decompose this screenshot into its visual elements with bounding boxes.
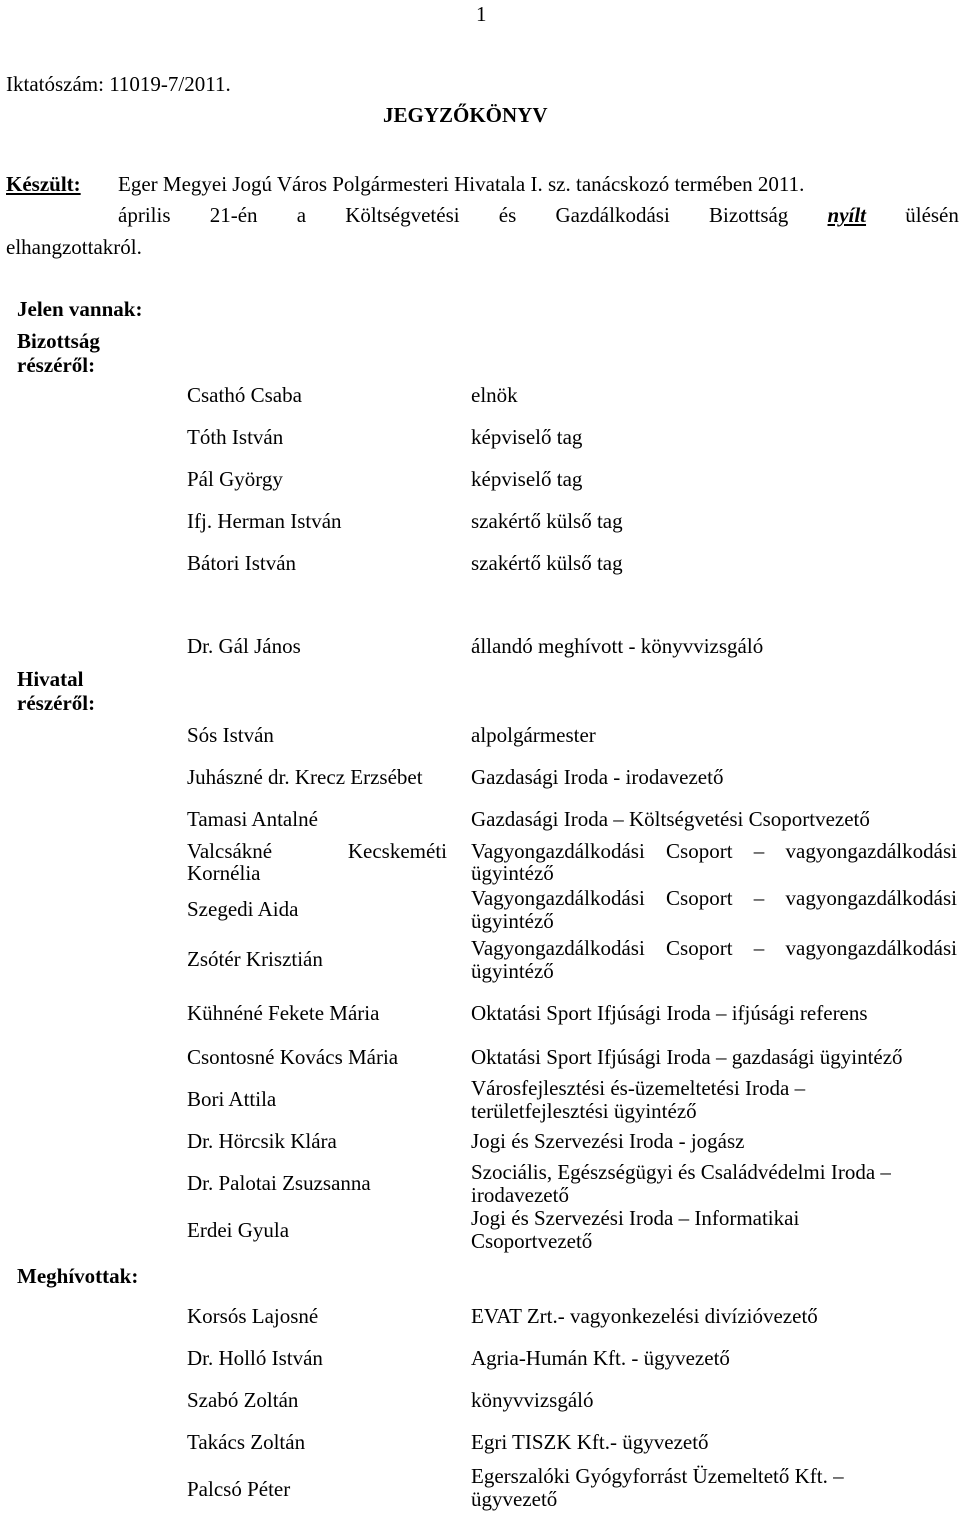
made-emphasis-open: nyílt (827, 203, 867, 227)
office-member-role: alpolgármester (471, 723, 596, 747)
office-member-role-line-2: ügyintéző (471, 861, 554, 885)
committee-label-line-1: Bizottság (17, 329, 100, 353)
invited-member-name: Dr. Holló István (187, 1346, 323, 1370)
office-member-name: Csontosné Kovács Mária (187, 1045, 399, 1069)
role-word: – (753, 886, 765, 910)
office-member-role-line-2: ügyintéző (471, 909, 554, 933)
made-word: és (498, 203, 517, 227)
committee-member-name: Tóth István (187, 425, 284, 449)
office-member-role: Városfejlesztési és-üzemeltetési Iroda – (471, 1076, 806, 1100)
office-member-name: Juhászné dr. Krecz Erzsébet (187, 765, 423, 789)
role-word: – (753, 936, 765, 960)
role-word: Vagyongazdálkodási (471, 886, 645, 910)
document-title: JEGYZŐKÖNYV (383, 103, 548, 127)
office-member-role (471, 886, 957, 910)
office-member-role-line-2: ügyintéző (471, 959, 554, 983)
made-word: Bizottság (708, 203, 789, 227)
office-member-name: Bori Attila (187, 1087, 277, 1111)
office-member-role-line-2: irodavezető (471, 1183, 569, 1207)
office-member-role: Gazdasági Iroda – Költségvetési Csoportvezető (471, 807, 870, 831)
invited-member-role: Egri TISZK Kft.- ügyvezető (471, 1430, 709, 1454)
present-label: Jelen vannak: (17, 297, 143, 321)
office-member-role-line-2: Csoportvezető (471, 1229, 593, 1253)
committee-member-role: elnök (471, 383, 518, 407)
office-member-name: Dr. Palotai Zsuzsanna (187, 1171, 371, 1195)
committee-member-role: szakértő külső tag (471, 509, 623, 533)
office-member-role: állandó meghívott - könyvvizsgáló (471, 634, 764, 658)
invited-member-role: EVAT Zrt.- vagyonkezelési divízióvezető (471, 1304, 818, 1328)
invited-member-role: Egerszalóki Gyógyforrást Üzemeltető Kft. – (471, 1464, 844, 1488)
role-word: – (753, 839, 765, 863)
role-word: Csoport (666, 886, 733, 910)
office-member-role: Jogi és Szervezési Iroda – Informatikai (471, 1206, 800, 1230)
made-word: Gazdálkodási (555, 203, 670, 227)
role-word: vagyongazdálkodási (785, 886, 957, 910)
page-number: 1 (476, 2, 487, 26)
committee-member-name: Ifj. Herman István (187, 509, 342, 533)
role-word: Vagyongazdálkodási (471, 936, 645, 960)
office-member-name-line-2: Kornélia (187, 861, 261, 885)
office-member-role: Szociális, Egészségügyi és Családvédelmi Iroda – (471, 1160, 891, 1184)
document-number: Iktatószám: 11019-7/2011. (6, 72, 231, 96)
role-word: Vagyongazdálkodási (471, 839, 645, 863)
invited-member-name: Korsós Lajosné (187, 1304, 319, 1328)
made-word: 21-én (209, 203, 258, 227)
role-word: vagyongazdálkodási (785, 839, 957, 863)
invited-member-name: Palcsó Péter (187, 1477, 291, 1501)
made-line-2 (118, 203, 959, 227)
office-member-name: Dr. Hörcsik Klára (187, 1129, 337, 1153)
office-member-name: Dr. Gál János (187, 634, 301, 658)
invited-member-name: Takács Zoltán (187, 1430, 306, 1454)
office-member-role: Jogi és Szervezési Iroda - jogász (471, 1129, 745, 1153)
invited-member-role-line-2: ügyvezető (471, 1487, 558, 1511)
office-member-role-line-2: területfejlesztési ügyintéző (471, 1099, 697, 1123)
office-member-name: Tamasi Antalné (187, 807, 318, 831)
made-word: ülésén (905, 203, 959, 227)
made-word: április (118, 203, 171, 227)
committee-label-line-2: részéről: (17, 353, 96, 377)
made-word: a (296, 203, 307, 227)
office-member-name: Erdei Gyula (187, 1218, 290, 1242)
office-member-role (471, 839, 957, 863)
role-word: Csoport (666, 839, 733, 863)
office-member-role: Gazdasági Iroda - irodavezető (471, 765, 724, 789)
made-line-1: Eger Megyei Jogú Város Polgármesteri Hivatala I. sz. tanácskozó termében 2011. (118, 172, 805, 196)
office-member-name: Sós István (187, 723, 274, 747)
made-line-3: elhangzottakról. (6, 235, 142, 259)
invited-label: Meghívottak: (17, 1264, 139, 1288)
made-word: Költségvetési (345, 203, 460, 227)
role-word: Csoport (666, 936, 733, 960)
office-member-role (471, 936, 957, 960)
committee-member-name: Csathó Csaba (187, 383, 302, 407)
office-member-name: Szegedi Aida (187, 897, 299, 921)
committee-member-role: képviselő tag (471, 425, 583, 449)
office-member-role: Oktatási Sport Ifjúsági Iroda – ifjúsági referens (471, 1001, 868, 1025)
invited-member-role: Agria-Humán Kft. - ügyvezető (471, 1346, 730, 1370)
committee-member-role: képviselő tag (471, 467, 583, 491)
made-label: Készült: (6, 172, 81, 196)
name-word: Valcsákné (187, 839, 273, 863)
office-member-name: Zsótér Krisztián (187, 947, 323, 971)
committee-member-role: szakértő külső tag (471, 551, 623, 575)
office-member-name (187, 839, 447, 863)
committee-member-name: Bátori István (187, 551, 297, 575)
name-word: Kecskeméti (347, 839, 447, 863)
invited-member-role: könyvvizsgáló (471, 1388, 594, 1412)
invited-member-name: Szabó Zoltán (187, 1388, 299, 1412)
committee-member-name: Pál György (187, 467, 283, 491)
office-label-line-1: Hivatal (17, 667, 84, 691)
office-member-name: Kühnéné Fekete Mária (187, 1001, 380, 1025)
office-member-role: Oktatási Sport Ifjúsági Iroda – gazdasági ügyintéző (471, 1045, 903, 1069)
role-word: vagyongazdálkodási (785, 936, 957, 960)
office-label-line-2: részéről: (17, 691, 96, 715)
